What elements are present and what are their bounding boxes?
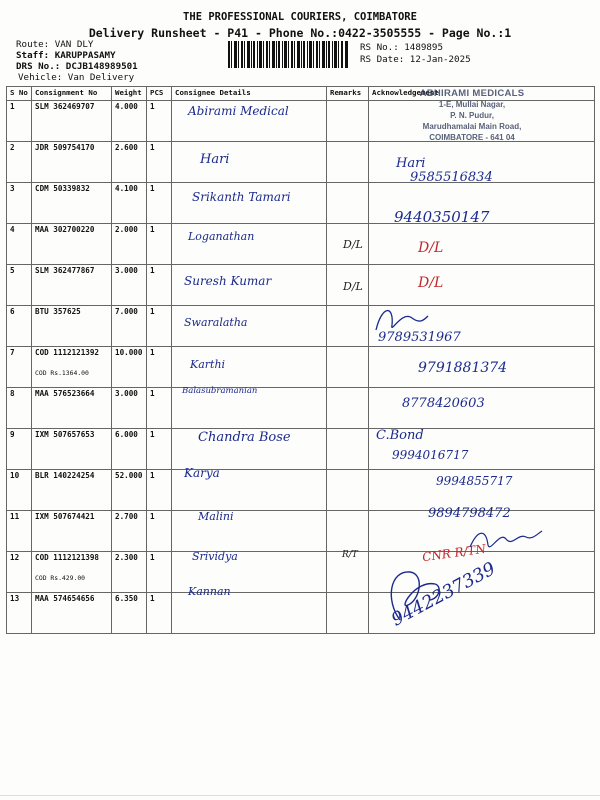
row-remarks bbox=[327, 347, 369, 388]
row-sno bbox=[7, 183, 32, 224]
row-weight bbox=[112, 470, 147, 511]
handwritten-name: Swaralatha bbox=[184, 316, 248, 329]
handwritten-name: Kannan bbox=[188, 585, 231, 598]
handwritten-ack: Hari bbox=[396, 156, 426, 171]
table-row bbox=[7, 429, 595, 470]
handwritten-name: Abirami Medical bbox=[188, 104, 289, 118]
route-label: Route: VAN DLY bbox=[16, 39, 94, 50]
table-row bbox=[7, 224, 595, 265]
row-sno-text: 6 bbox=[10, 307, 15, 316]
row-remarks bbox=[327, 183, 369, 224]
handwritten-ack: CNR R/TN bbox=[421, 541, 487, 565]
row-weight-text: 6.350 bbox=[115, 594, 138, 603]
row-sno-text: 3 bbox=[10, 184, 15, 193]
row-pcs-text: 1 bbox=[150, 307, 155, 316]
row-remarks bbox=[327, 470, 369, 511]
row-pcs-text: 1 bbox=[150, 348, 155, 357]
barcode-icon bbox=[228, 41, 348, 68]
row-weight-text: 4.100 bbox=[115, 184, 138, 193]
row-sno bbox=[7, 552, 32, 593]
runsheet-subtitle: Delivery Runsheet - P41 - Phone No.:0422-3505555 - Page No.:1 bbox=[88, 26, 512, 40]
row-remarks bbox=[327, 511, 369, 552]
row-sno bbox=[7, 593, 32, 634]
row-consignment-no bbox=[32, 265, 112, 306]
handwritten-ack: 9442237339 bbox=[388, 558, 499, 631]
row-pcs bbox=[147, 183, 172, 224]
row-weight bbox=[112, 265, 147, 306]
row-sno bbox=[7, 347, 32, 388]
row-remarks bbox=[327, 142, 369, 183]
row-weight bbox=[112, 101, 147, 142]
row-sno-text: 4 bbox=[10, 225, 15, 234]
row-pcs-text: 1 bbox=[150, 143, 155, 152]
signature-scribble bbox=[466, 525, 546, 555]
cod-amount: COD Rs.1364.00 bbox=[35, 369, 89, 377]
row-consignment-no bbox=[32, 224, 112, 265]
row-weight-text: 6.000 bbox=[115, 430, 138, 439]
row-consignee bbox=[172, 511, 327, 552]
row-weight-text: 2.300 bbox=[115, 553, 138, 562]
handwritten-name: Malini bbox=[198, 510, 234, 523]
col-sno: S No bbox=[7, 87, 32, 101]
row-sno bbox=[7, 306, 32, 347]
col-consignee: Consignee Details bbox=[172, 87, 327, 101]
row-consignment-no bbox=[32, 552, 112, 593]
row-weight-text: 2.600 bbox=[115, 143, 138, 152]
col-remarks: Remarks bbox=[327, 87, 369, 101]
row-acknowledgement bbox=[369, 224, 595, 265]
row-remarks bbox=[327, 593, 369, 634]
rs-date: RS Date: 12-Jan-2025 bbox=[360, 54, 471, 65]
row-consignment-no-text: BLR 140224254 bbox=[35, 471, 95, 480]
handwritten-name: Loganathan bbox=[188, 230, 255, 243]
row-sno-text: 10 bbox=[10, 471, 20, 480]
handwritten-name: Suresh Kumar bbox=[184, 274, 272, 288]
row-remarks bbox=[327, 101, 369, 142]
row-pcs bbox=[147, 593, 172, 634]
row-weight-text: 3.000 bbox=[115, 389, 138, 398]
handwritten-ack: 9789531967 bbox=[378, 330, 461, 345]
row-weight-text: 2.700 bbox=[115, 512, 138, 521]
handwritten-ack: 9994016717 bbox=[392, 448, 469, 462]
table-row bbox=[7, 306, 595, 347]
row-weight bbox=[112, 511, 147, 552]
row-sno-text: 8 bbox=[10, 389, 15, 398]
handwritten-ack: 9791881374 bbox=[418, 360, 508, 376]
row-pcs bbox=[147, 511, 172, 552]
row-pcs bbox=[147, 306, 172, 347]
row-pcs-text: 1 bbox=[150, 471, 155, 480]
row-pcs bbox=[147, 265, 172, 306]
row-pcs-text: 1 bbox=[150, 184, 155, 193]
row-weight bbox=[112, 552, 147, 593]
row-consignment-no-text: IXM 507674421 bbox=[35, 512, 95, 521]
row-sno bbox=[7, 224, 32, 265]
handwritten-name: Srikanth Tamari bbox=[192, 190, 291, 204]
signature-scribble bbox=[380, 560, 450, 630]
cod-amount: COD Rs.429.00 bbox=[35, 574, 86, 582]
row-pcs bbox=[147, 142, 172, 183]
row-sno bbox=[7, 265, 32, 306]
handwritten-ack: 8778420603 bbox=[402, 396, 485, 411]
stamp-address-2: P. N. Pudur, bbox=[450, 111, 494, 120]
row-pcs-text: 1 bbox=[150, 225, 155, 234]
table-row bbox=[7, 593, 595, 634]
pharmacy-stamp bbox=[384, 88, 560, 143]
handwritten-remark: D/L bbox=[343, 280, 363, 293]
row-consignment-no-text: JDR 509754170 bbox=[35, 143, 95, 152]
row-consignee bbox=[172, 593, 327, 634]
row-weight bbox=[112, 142, 147, 183]
row-pcs-text: 1 bbox=[150, 389, 155, 398]
row-sno bbox=[7, 388, 32, 429]
row-weight bbox=[112, 429, 147, 470]
row-consignment-no-text: COD 1112121398 bbox=[35, 553, 100, 562]
table-row bbox=[7, 183, 595, 224]
col-ack: Acknowledgement bbox=[369, 87, 595, 101]
row-consignment-no bbox=[32, 470, 112, 511]
drs-label: DRS No.: DCJB148989501 bbox=[16, 61, 138, 72]
row-consignment-no bbox=[32, 101, 112, 142]
row-consignment-no-text: BTU 357625 bbox=[35, 307, 81, 316]
row-consignment-no bbox=[32, 388, 112, 429]
row-consignment-no bbox=[32, 183, 112, 224]
row-weight bbox=[112, 224, 147, 265]
row-remarks bbox=[327, 429, 369, 470]
row-weight bbox=[112, 306, 147, 347]
row-sno bbox=[7, 511, 32, 552]
row-pcs bbox=[147, 552, 172, 593]
handwritten-ack: C.Bond bbox=[376, 428, 424, 443]
handwritten-name: Srividya bbox=[192, 550, 238, 563]
row-sno-text: 2 bbox=[10, 143, 15, 152]
handwritten-remark: R/T bbox=[342, 550, 358, 560]
handwritten-ack: 9585516834 bbox=[410, 170, 493, 185]
handwritten-remark: D/L bbox=[343, 238, 363, 251]
row-weight-text: 3.000 bbox=[115, 266, 138, 275]
staff-label: Staff: KARUPPASAMY bbox=[16, 50, 116, 61]
table-row bbox=[7, 388, 595, 429]
row-consignment-no-text: MAA 302700220 bbox=[35, 225, 95, 234]
row-weight-text: 2.000 bbox=[115, 225, 138, 234]
col-consignment: Consignment No bbox=[32, 87, 112, 101]
vehicle-label: Vehicle: Van Delivery bbox=[18, 72, 135, 83]
row-sno-text: 11 bbox=[10, 512, 20, 521]
row-consignment-no bbox=[32, 142, 112, 183]
row-sno bbox=[7, 429, 32, 470]
row-consignment-no-text: MAA 574654656 bbox=[35, 594, 95, 603]
row-consignment-no-text: COD 1112121392 bbox=[35, 348, 100, 357]
handwritten-name: Karthi bbox=[190, 358, 226, 371]
row-pcs bbox=[147, 347, 172, 388]
row-sno bbox=[7, 470, 32, 511]
signature-scribble bbox=[372, 300, 432, 340]
stamp-name: ABHIRAMI MEDICALS bbox=[419, 88, 525, 99]
row-consignment-no-text: SLM 362477867 bbox=[35, 266, 95, 275]
row-sno-text: 7 bbox=[10, 348, 15, 357]
table-row bbox=[7, 552, 595, 593]
handwritten-name: Chandra Bose bbox=[198, 430, 291, 445]
row-pcs-text: 1 bbox=[150, 594, 155, 603]
row-pcs bbox=[147, 429, 172, 470]
handwritten-ack: 9994855717 bbox=[436, 474, 513, 488]
row-sno-text: 13 bbox=[10, 594, 20, 603]
row-consignment-no-text: IXM 507657653 bbox=[35, 430, 95, 439]
row-pcs-text: 1 bbox=[150, 102, 155, 111]
row-sno-text: 5 bbox=[10, 266, 15, 275]
row-pcs-text: 1 bbox=[150, 430, 155, 439]
row-consignment-no bbox=[32, 511, 112, 552]
rs-number: RS No.: 1489895 bbox=[360, 42, 443, 53]
handwritten-name: Hari bbox=[200, 152, 230, 167]
row-consignment-no bbox=[32, 347, 112, 388]
row-pcs-text: 1 bbox=[150, 266, 155, 275]
row-sno bbox=[7, 101, 32, 142]
page-bottom-edge bbox=[0, 795, 600, 796]
handwritten-name: Karya bbox=[184, 466, 220, 480]
row-weight bbox=[112, 347, 147, 388]
table-row bbox=[7, 142, 595, 183]
row-remarks bbox=[327, 306, 369, 347]
row-consignment-no-text: MAA 576523664 bbox=[35, 389, 95, 398]
row-sno-text: 12 bbox=[10, 553, 20, 562]
table-row bbox=[7, 265, 595, 306]
row-remarks bbox=[327, 388, 369, 429]
row-sno bbox=[7, 142, 32, 183]
row-consignment-no bbox=[32, 429, 112, 470]
row-consignment-no-text: CDM 50339832 bbox=[35, 184, 90, 193]
row-consignment-no bbox=[32, 306, 112, 347]
col-pcs: PCS bbox=[147, 87, 172, 101]
row-weight-text: 7.000 bbox=[115, 307, 138, 316]
row-consignment-no bbox=[32, 593, 112, 634]
handwritten-ack: 9440350147 bbox=[394, 208, 490, 226]
stamp-address-3: Marudhamalai Main Road, bbox=[422, 122, 522, 131]
handwritten-ack: D/L bbox=[418, 275, 444, 291]
row-weight-text: 4.000 bbox=[115, 102, 138, 111]
row-consignee bbox=[172, 142, 327, 183]
row-sno-text: 1 bbox=[10, 102, 15, 111]
row-weight bbox=[112, 183, 147, 224]
col-weight: Weight bbox=[112, 87, 147, 101]
handwritten-ack: D/L bbox=[418, 240, 444, 256]
row-pcs bbox=[147, 224, 172, 265]
stamp-address-4: COIMBATORE - 641 04 bbox=[429, 133, 515, 142]
row-pcs-text: 1 bbox=[150, 512, 155, 521]
handwritten-name: Balasubramanian bbox=[182, 386, 258, 396]
stamp-address-1: 1-E, Mullai Nagar, bbox=[438, 100, 506, 109]
row-pcs bbox=[147, 101, 172, 142]
row-pcs-text: 1 bbox=[150, 553, 155, 562]
row-weight bbox=[112, 593, 147, 634]
row-sno-text: 9 bbox=[10, 430, 15, 439]
row-pcs bbox=[147, 470, 172, 511]
row-pcs bbox=[147, 388, 172, 429]
row-weight bbox=[112, 388, 147, 429]
company-title: THE PROFESSIONAL COURIERS, COIMBATORE bbox=[183, 11, 417, 23]
row-weight-text: 10.000 bbox=[115, 348, 143, 357]
row-weight-text: 52.000 bbox=[115, 471, 143, 480]
row-consignment-no-text: SLM 362469707 bbox=[35, 102, 95, 111]
handwritten-ack: 9894798472 bbox=[428, 506, 511, 521]
